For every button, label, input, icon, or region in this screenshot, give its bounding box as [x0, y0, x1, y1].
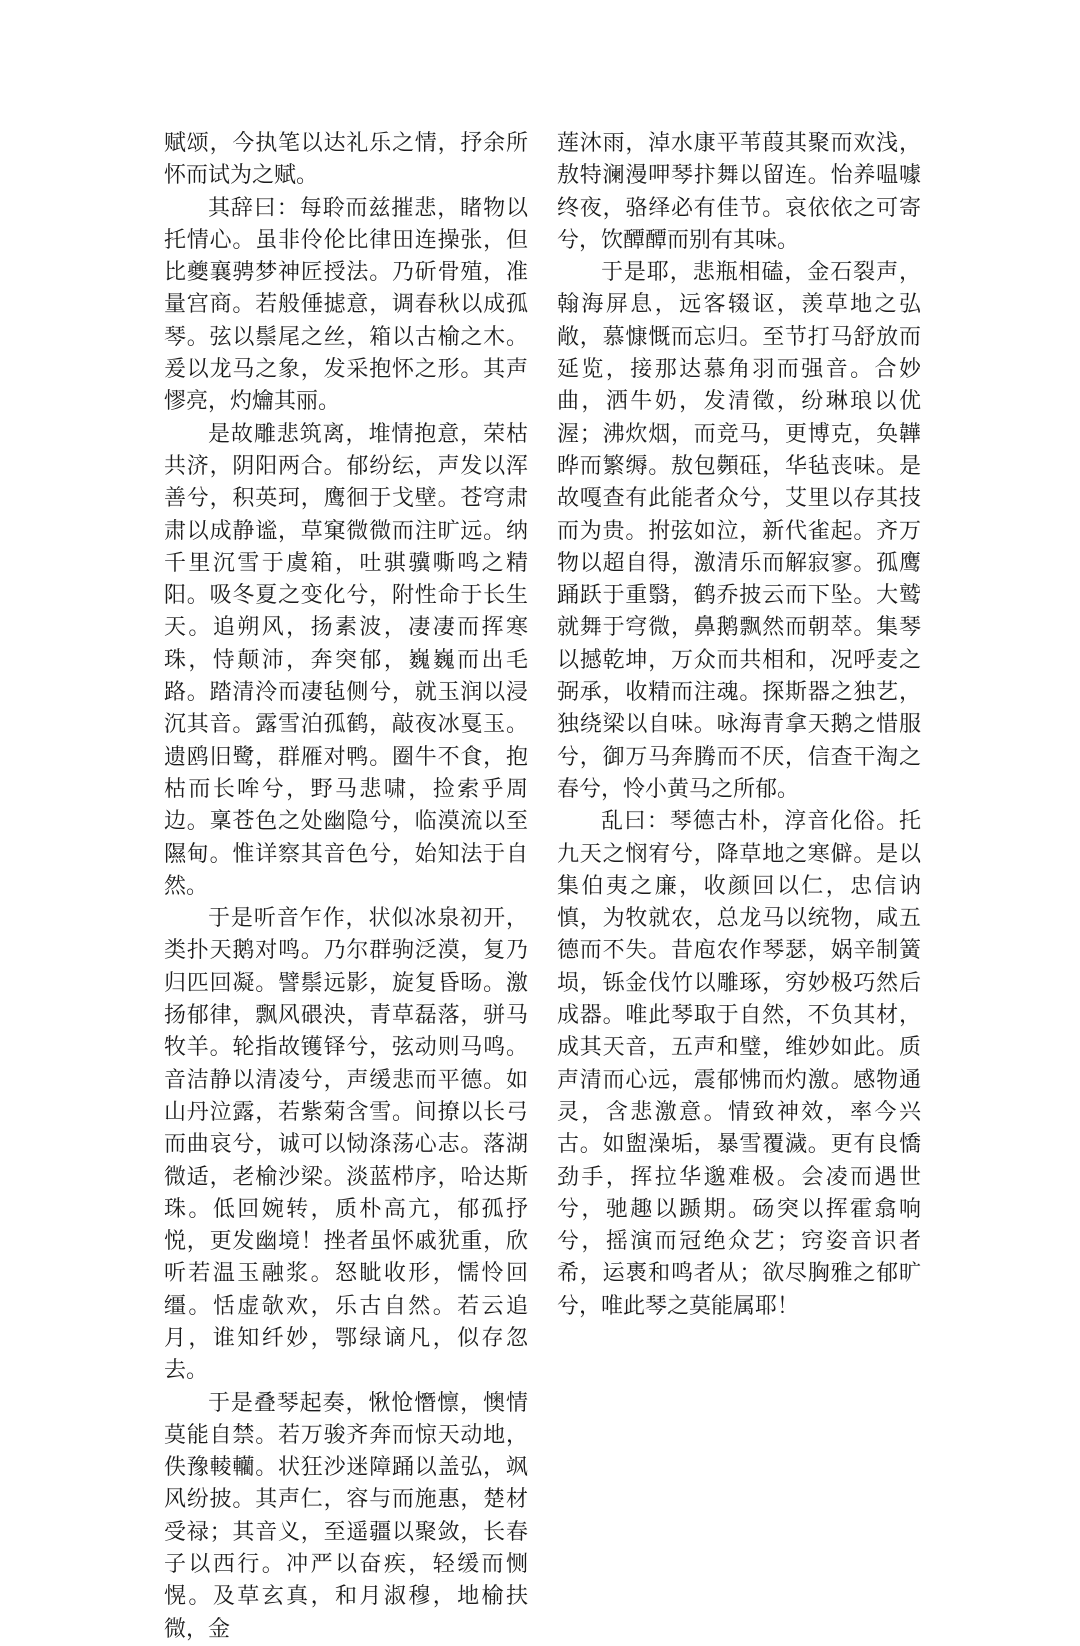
right-column [557, 128, 921, 1323]
paragraph: 于是听音乍作，状似冰泉初开，类扑天鹅对鸣。乃尔群驹泛漠，复乃归匹回凝。譬鬃远影，旋复昏旸。激扬郁律，飘风碨泱，青草磊落，骈马牧羊。轮指故镬铎兮，弦动则马鸣。音洁静以清凌兮，声缓悲而平德。如山丹泣露，若紫菊含雪。间撩以长弓而曲哀兮，诚可以恸涤荡心志。落湖微适，老榆沙梁。淡蓝栉序，哈达斯珠。低回婉转，质朴高亢，郁孤抒悦，更发幽境！挫者虽怀戚犹重，欣听若温玉融浆。怒眦收形，懦怜回缰。恬虚欹欢，乐古自然。若云追月，谁知纤妙，鄂绿谪凡，似存忽去。 [164, 906, 528, 1384]
paragraph: 是故雕悲筑离，堆情抱意，荣枯共济，阴阳两合。郁纷纭，声发以浑善兮，积英珂，鹰徊于戈壁。苍穹肃肃以成静谧，草窠微微而注旷远。纳千里沉雪于虞箱，吐骐骥嘶鸣之精阳。吸冬夏之变化兮，附性命于长生天。追朔风，扬素波，凄凄而挥寒珠，恃颠沛，奔突郁，巍巍而出毛路。踏清泠而凄毡侧兮，就玉润以浸沉其音。露雪泊孤鹤，敲夜冰戛玉。遗鸥旧鹭，群雁对鸭。圈牛不食，抱枯而长哞兮，野马悲啸，捡索乎周边。稟苍色之处幽隐兮，临漠流以至隰甸。惟详察其音色兮，始知法于自然。 [164, 421, 528, 899]
left-column [164, 128, 528, 1646]
paragraph: 莲沐雨，淖水康平苇葭其聚而欢浅，敖特澜漫呷琴抃舞以留连。怡养嗢噱终夜，骆绎必有佳节。哀依依之可寄兮，饮醰醰而别有其味。 [557, 131, 921, 253]
paragraph: 乱曰：琴德古朴，淳音化俗。托九天之悯宥兮，降草地之寒僻。是以集伯夷之廉，收颜回以仁，忠信讷慎，为牧就农，总龙马以统物，咸五德而不失。昔庖农作琴瑟，娲辛制簧埙，铄金伐竹以雕琢，穷妙极巧然后成器。唯此琴取于自然，不负其材，成其天音，五声和璧，维妙如此。质声清而心远，震郁怫而灼激。感物通灵，含悲激意。情致神效，率今兴古。如盥澡垢，暴雪覆濊。更有良憍劲手，挥拉华邈难极。会凌而遇世兮，驰趣以踬期。砀突以挥霍翕响兮，摇演而冠绝众艺；窍姿音识者希，运褭和鸣者从；欲尽胸雅之郁旷兮，唯此琴之莫能属耶！ [557, 809, 921, 1319]
paragraph: 于是叠琴起奏，愀怆憯懔，懊情莫能自禁。若万骏齐奔而惊天动地，佚豫輘轥。状狂沙迷障踊以盖弘，飒风纷披。其声仁，容与而施惠，楚材受禄；其音义，至遥疆以聚敛，长春子以西行。冲严以奋疾，轻缓而恻愰。及草玄真，和月淑穆，地榆扶微，金 [164, 1390, 528, 1642]
paragraph: 其辞曰：每聆而兹摧悲，睹物以托情心。虽非伶伦比律田连操张，但比夔襄骋梦神匠授法。乃斫骨殖，准量宫商。若般倕摅意，调春秋以成孤琴。弦以鬃尾之丝，箱以古榆之木。爰以龙马之象，发采抱怀之形。其声憀亮，灼爚其丽。 [164, 195, 528, 415]
paragraph: 于是耶，悲瓶相磕，金石裂声，翰海屏息，远客辍讴，羡草地之弘敞，慕慷慨而忘归。至节打马舒放而延览，接那达慕角羽而强音。合妙曲，洒牛奶，发清徵，纷琳琅以优渥；沸炊烟，而竞马，更博克，奂韡晔而繁缛。敖包顭砡，华毡丧味。是故嘎查有此能者众兮，艾里以存其技而为贵。拊弦如泣，新代雀起。齐万物以超自得，激清乐而解寂寥。孤鹰踊跃于重翳，鹤乔披云而下坠。大鹫就舞于穹微，鼻鹅飘然而朝萃。集琴以撼乾坤，万众而共相和，况呼麦之弼承，收精而注魂。探斯器之独艺，独绕梁以自味。咏海青拿天鹅之惜服兮，御万马奔腾而不厌，信查干淘之春兮，怜小黄马之所郁。 [557, 260, 921, 802]
paragraph: 赋颂，今执笔以达礼乐之情，抒余所怀而试为之赋。 [164, 131, 528, 189]
